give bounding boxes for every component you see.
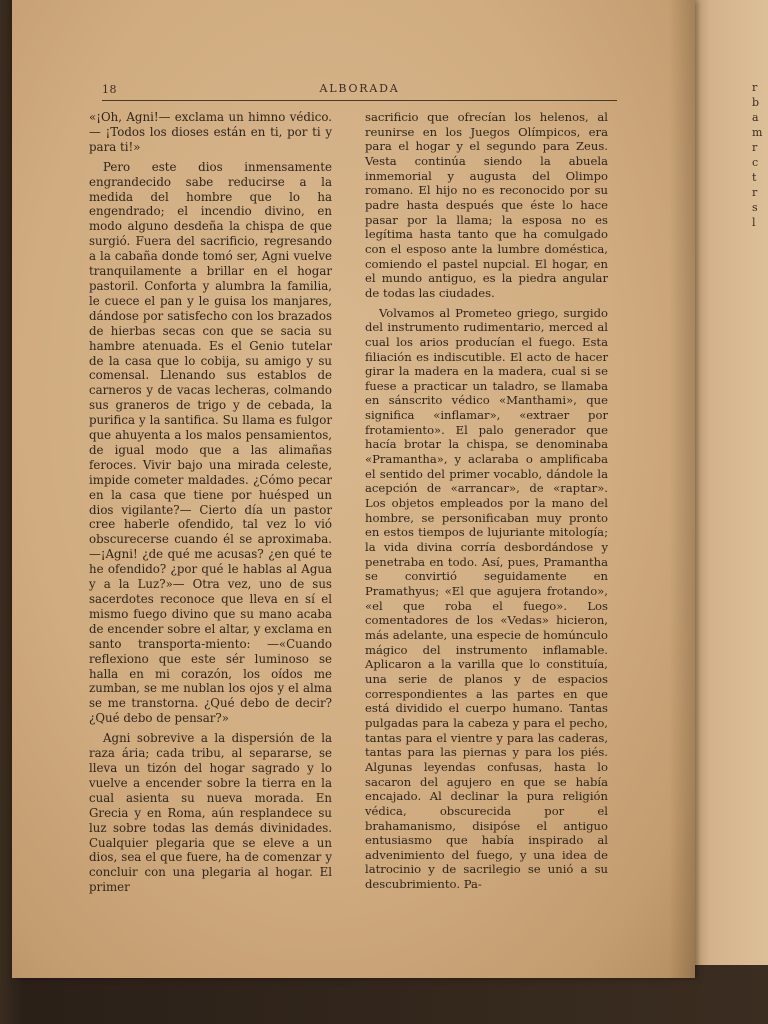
right-column <box>365 110 608 910</box>
paragraph: Agni sobrevive a la dispersión de la raza ária; cada tribu, al separarse, se lleva un tizón del hogar sagrado y lo vuelve a encender sobre la tierra en la cual asienta su nueva morada. En Grecia y en Roma, aún resplandece su luz sobre todas las demás divinidades. Cualquier plegaria que se eleve a un dios, sea el que fuere, ha de comenzar y concluir con una plegaria al hogar. El primer <box>89 731 332 895</box>
page-number: 18 <box>102 83 117 96</box>
next-page-edge-letters: r b a m r c t r s l <box>752 81 763 229</box>
page-header <box>102 80 617 101</box>
paragraph: Volvamos al Prometeo griego, surgido del instrumento rudimentario, merced al cual los arios producían el fuego. Esta filiación es indiscutible. El acto de hacer girar la madera en la madera, cual si se fuese a practicar un taladro, se llamaba en sánscrito védico «Manthami», que significa «inflamar», «extraer por frotamiento». El palo generador que hacía brotar la chispa, se denominaba «Pramantha», y aclaraba o amplificaba el sentido del primer vocablo, dándole la acepción de «arrancar», de «raptar». Los objetos empleados por la mano del hombre, se personificaban muy pronto en estos tiempos de lujuriante mitología; la vida divina corría desbordándose y penetraba en todo. Así, pues, Pramantha se convirtió seguidamente en Pramathyus; «El que agujera frotando», «el que roba el fuego». Los comentadores de los «Vedas» hicieron, más adelante, una especie de homúnculo mágico del instrumento inflamable. Aplicaron a la varilla que lo constituía, una serie de planos y de espacios correspondientes a las partes en que está dividido el cuerpo humano. Tantas pulgadas para la cabeza y para el pecho, tantas para el vientre y para las caderas, tantas para las piernas y para los piés. Algunas leyendas confusas, hasta lo sacaron del agujero en que se había encajado. Al declinar la pura religión védica, obscurecida por el brahamanismo, disipóse el antiguo entusiasmo que había inspirado al advenimiento del fuego, y una idea de latrocinio y de sacrilegio se unió a su descubrimiento. Pa- <box>365 305 608 892</box>
paragraph: Pero este dios inmensamente engrandecido sabe reducirse a la medida del hombre que lo ha engendrado; el incendio divino, en modo alguno desdeña la chispa de que surgió. Fuera del sacrificio, regresando a la cabaña donde tomó ser, Agni vuelve tranquilamente a brillar en el hogar pastoril. Conforta y alumbra la familia, le cuece el pan y le guisa los manjares, dándose por satisfecho con los brazados de hierbas secas con que se sacia su hambre atenuada. Es el Genio tutelar de la casa que lo cobija, su amigo y su comensal. Llenando sus establos de carneros y de vacas lecheras, colmando sus graneros de trigo y de cebada, la purifica y la santifica. Su llama es fulgor que ahuyenta a los malos pensamientos, de igual modo que a las alimañas feroces. Vivir bajo una mirada celeste, impide cometer maldades. ¿Cómo pecar en la casa que tiene por huésped un dios vigilante?— Cierto día un pastor cree haberle ofendido, tal vez lo vió obscurecerse cuando él se aproximaba. —¡Agni! ¿de qué me acusas? ¿en qué te he ofendido? ¿por qué le hablas al Agua y a la Luz?»— Otra vez, uno de sus sacerdotes reconoce que lleva en sí el mismo fuego divino que su mano acaba de encender sobre el altar, y exclama en santo transporta-miento: —«Cuando reflexiono que este sér luminoso se halla en mi corazón, los oídos me zumban, se me nublan los ojos y el alma se me transtorna. ¿Qué debo de decir? ¿Qué debo de pensar?» <box>89 159 332 726</box>
paragraph: «¡Oh, Agni!— exclama un himno védico.— ¡Todos los dioses están en ti, por ti y para ti!» <box>89 110 332 154</box>
running-title: ALBORADA <box>319 82 400 95</box>
paragraph: sacrificio que ofrecían los helenos, al reunirse en los Juegos Olímpicos, era para el hogar y el segundo para Zeus. Vesta continúa siendo la abuela inmemorial y augusta del Olimpo romano. El hijo no es reconocido por su padre hasta después que éste lo hace pasar por la llama; la esposa no es legítima hasta tanto que ha comulgado con el esposo ante la lumbre doméstica, comiendo el pastel nupcial. El hogar, en el mundo antiguo, es la piedra angular de todas las ciudades. <box>365 110 608 300</box>
left-column <box>89 110 332 910</box>
